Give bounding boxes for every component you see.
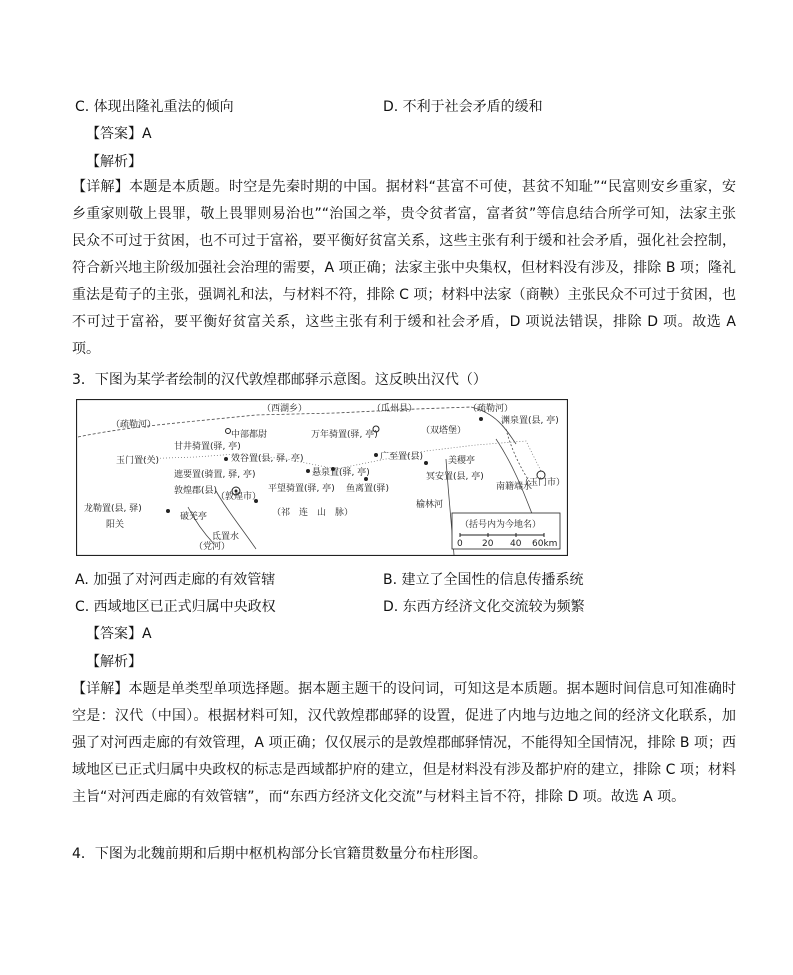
map-label: （双塔堡） bbox=[421, 426, 467, 436]
scale-tick: 0 bbox=[457, 539, 463, 549]
map-label: （西湖乡） bbox=[262, 404, 308, 414]
answer-value: A bbox=[142, 126, 152, 142]
map-label: 龙勒置(县, 驿) bbox=[84, 504, 142, 514]
map-label: 榆林河 bbox=[416, 500, 444, 510]
map-label: 渊泉置(县, 亭) bbox=[501, 416, 559, 426]
map-label: 玉门置(关) bbox=[116, 456, 160, 466]
detail-label: 【详解】 bbox=[72, 681, 129, 697]
map-label: （玉门市） bbox=[520, 478, 566, 488]
map-label: 阳关 bbox=[106, 520, 125, 530]
scale-tick: 40 bbox=[510, 539, 522, 549]
q3-answer bbox=[86, 623, 152, 643]
map-label: 平望骑置(驿, 亭) bbox=[268, 484, 335, 494]
map-label: 美稷亭 bbox=[448, 456, 476, 466]
map-label: 效谷置(县, 驿, 亭) bbox=[231, 454, 304, 464]
map-label: （瓜州县） bbox=[372, 404, 418, 414]
q2-option-d: D. 不利于社会矛盾的缓和 bbox=[383, 99, 543, 115]
map-label: （祁 连 山 脉） bbox=[272, 508, 354, 518]
q2-option-c: C. 体现出隆礼重法的倾向 bbox=[75, 99, 234, 115]
answer-label: 【答案】 bbox=[86, 626, 142, 642]
map-label: 广至置(县) bbox=[380, 452, 424, 462]
answer-label: 【答案】 bbox=[86, 126, 142, 142]
q3-detail-paragraph bbox=[72, 676, 736, 811]
detail-text: 本题是本质题。时空是先秦时期的中国。据材料“甚富不可使，甚贫不知耻”“民富则安乡重家，安乡重家则敬上畏罪，敬上畏罪则易治也”“治国之举，贵令贫者富，富者贫”等信息结合所学可知，法家主张民众不可过于贫困，也不可过于富裕，要平衡好贫富关系，这些主张有利于缓和社会矛盾，强化社会控制，符合新兴地主阶级加强社会治理的需要，A 项正确；法家主张中央集权，但材料没有涉及，排除 B 项；隆礼重法是荀子的主张，强调礼和法，与材料不符，排除 C 项；材料中法家（商鞅）主张民众不可过于贫困，也不可过于富裕，要平衡好贫富关系，这些主张有利于缓和社会矛盾，D 项说法错误，排除 D 项。故选 A 项。 bbox=[72, 179, 737, 357]
map-label: 中部都尉 bbox=[231, 430, 268, 440]
map-label: 悬泉置(驿, 亭) bbox=[312, 468, 370, 478]
q2-answer bbox=[86, 123, 152, 143]
map-label: 氐置水 bbox=[212, 532, 240, 542]
q3-analysis-label: 【解析】 bbox=[86, 654, 142, 670]
dunhuang-postal-map bbox=[76, 399, 568, 556]
map-legend: （括号内为今地名） bbox=[460, 520, 542, 530]
map-label: 遮要置(骑置, 驿, 亭) bbox=[174, 470, 256, 480]
map-label: 破羌亭 bbox=[180, 512, 208, 522]
map-label: （疏勒河） bbox=[111, 420, 157, 430]
q3-option-a: A. 加强了对河西走廊的有效管辖 bbox=[75, 572, 276, 588]
map-label: （疏勒河） bbox=[468, 404, 514, 414]
detail-text: 本题是单类型单项选择题。据本题主题干的设问词，可知这是本质题。据本题时间信息可知准确时空是：汉代（中国）。根据材料可知，汉代敦煌郡邮驿的设置，促进了内地与边地之间的经济文化联系，加强了对河西走廊的有效管理，A 项正确；仅仅展示的是敦煌郡邮驿情况，不能得知全国情况，排除 B 项；西域地区已正式归属中央政权的标志是西域都护府的建立，但是材料没有涉及都护府的建立，排除 C 项；材料主旨“对河西走廊的有效管辖”，而“东西方经济文化交流”与材料主旨不符，排除 D 项。故选 A 项。 bbox=[72, 681, 737, 805]
map-label: （党河） bbox=[194, 542, 231, 552]
answer-value: A bbox=[142, 626, 152, 642]
q3-stem: 3．下图为某学者绘制的汉代敦煌郡邮驿示意图。这反映出汉代（） bbox=[72, 372, 487, 388]
q3-option-b: B. 建立了全国性的信息传播系统 bbox=[383, 572, 584, 588]
map-label: 敦煌郡(县) bbox=[174, 486, 218, 496]
scale-tick: 20 bbox=[482, 539, 494, 549]
q2-analysis-label: 【解析】 bbox=[86, 154, 142, 170]
map-label: 甘井骑置(驿, 亭) bbox=[174, 442, 241, 452]
q4-stem: 4．下图为北魏前期和后期中枢机构部分长官籍贯数量分布柱形图。 bbox=[72, 846, 487, 862]
scale-tick: 60km bbox=[532, 539, 558, 549]
detail-label: 【详解】 bbox=[72, 179, 130, 195]
map-label: 鱼离置(驿) bbox=[346, 484, 390, 494]
q3-option-c: C. 西域地区已正式归属中央政权 bbox=[75, 599, 276, 615]
q2-detail-paragraph bbox=[72, 174, 736, 363]
map-label: 冥安置(县, 亭) bbox=[426, 472, 484, 482]
q3-option-d: D. 东西方经济文化交流较为频繁 bbox=[383, 599, 585, 615]
map-label: 南籍端水 bbox=[496, 482, 533, 492]
map-label: 万年骑置(驿, 亭) bbox=[311, 430, 378, 440]
map-label: （敦煌市） bbox=[216, 492, 262, 502]
